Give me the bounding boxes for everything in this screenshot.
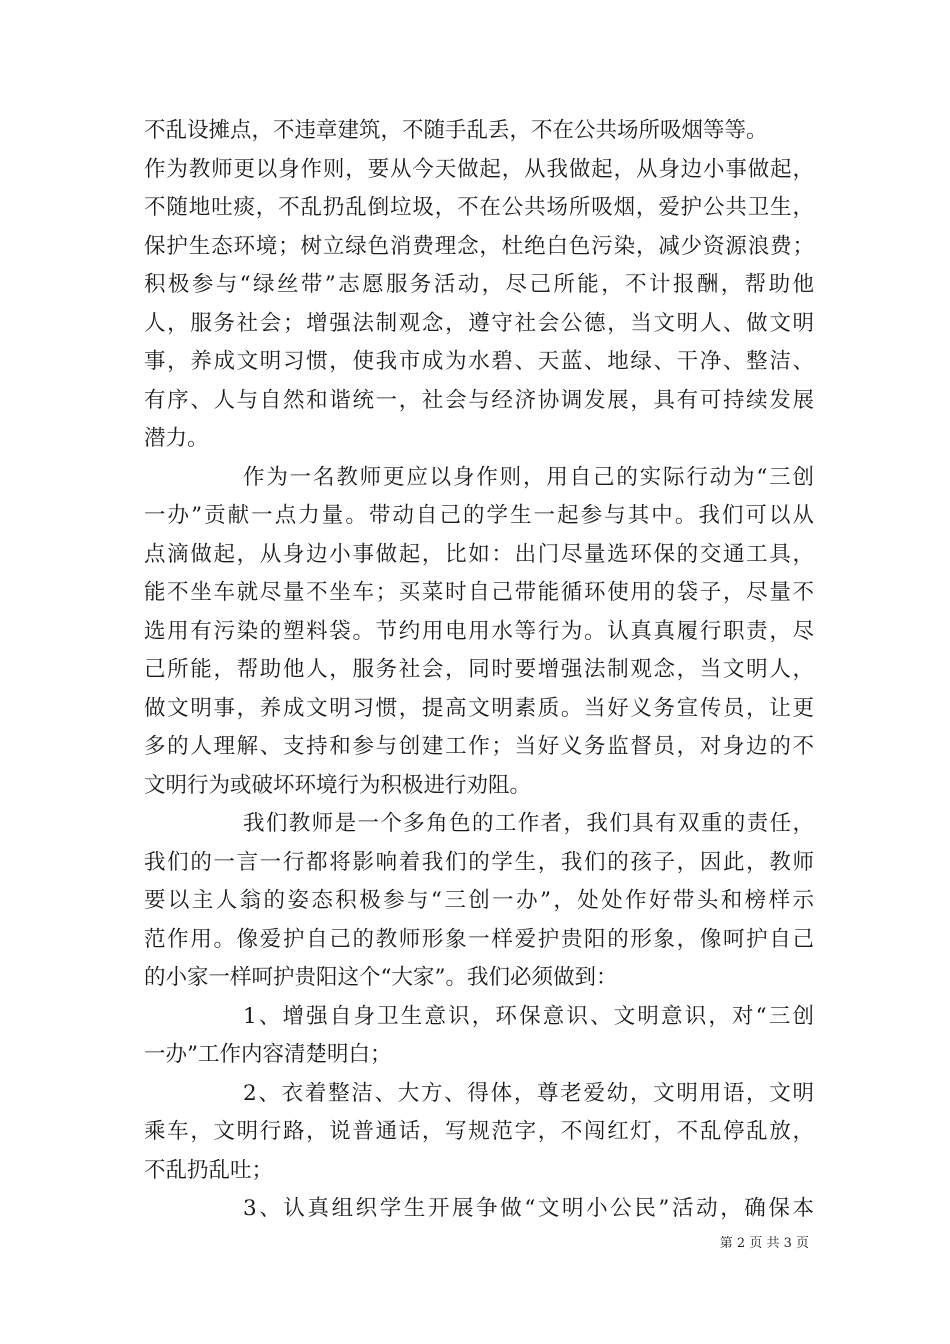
text-line: 不乱设摊点，不违章建筑，不随手乱丢，不在公共场所吸烟等等。 [144,118,768,143]
text-line: 有序、人与自然和谐统一，社会与经济协调发展，具有可持续发展 [144,387,814,413]
text-line: 己所能，帮助他人，服务社会，同时要增强法制观念，当文明人， [144,657,814,682]
text-line: 范作用。像爱护自己的教师形象一样爱护贵阳的形象，像呵护自己 [144,926,814,952]
paragraph-first-line: 我们教师是一个多角色的工作者，我们具有双重的责任， [243,811,814,836]
text-line: 做文明事，养成文明习惯，提高文明素质。当好义务宣传员，让更 [144,695,814,721]
text-line: 潜力。 [144,426,209,451]
text-line: 不随地吐痰，不乱扔乱倒垃圾，不在公共场所吸烟，爱护公共卫生， [144,195,814,220]
text-line: 人，服务社会；增强法制观念，遵守社会公德，当文明人、做文明 [144,310,814,336]
text-line: 要以主人翁的姿态积极参与“三创一办”，处处作好带头和榜样示 [144,888,814,913]
body-text [144,112,814,1229]
paragraph-first-line: 3、认真组织学生开展争做“文明小公民”活动，确保本 [243,1196,814,1221]
text-line: 积极参与“绿丝带”志愿服务活动，尽己所能，不计报酬，帮助他 [144,272,814,297]
text-line: 能不坐车就尽量不坐车；买菜时自己带能循环使用的袋子，尽量不 [144,580,814,605]
paragraph-first-line: 2、衣着整洁、大方、得体，尊老爱幼，文明用语，文明 [243,1080,814,1106]
text-line: 点滴做起，从身边小事做起，比如：出门尽量选环保的交通工具， [144,541,814,567]
text-line: 不乱扔乱吐； [144,1157,274,1183]
text-line: 文明行为或破坏环境行为积极进行劝阻。 [144,772,532,798]
text-line: 一办”工作内容清楚明白； [144,1042,392,1067]
text-line: 一办”贡献一点力量。带动自己的学生一起参与其中。我们可以从 [144,503,814,528]
text-line: 作为教师更以身作则，要从今天做起，从我做起，从身边小事做起， [144,156,814,182]
paragraph-first-line: 1、增强自身卫生意识，环保意识、文明意识，对“三创 [243,1003,814,1029]
text-line: 保护生态环境；树立绿色消费理念，杜绝白色污染，减少资源浪费； [144,233,814,259]
text-line: 乘车，文明行路，说普通话，写规范字，不闯红灯，不乱停乱放， [144,1119,814,1144]
page-footer: 第 2 页 共 3 页 [719,1236,809,1251]
text-line: 选用有污染的塑料袋。节约用电用水等行为。认真真履行职责，尽 [144,618,814,644]
text-line: 多的人理解、支持和参与创建工作；当好义务监督员，对身边的不 [144,734,814,759]
paragraph-first-line: 作为一名教师更应以身作则，用自己的实际行动为“三创 [243,464,814,490]
text-line: 事，养成文明习惯，使我市成为水碧、天蓝、地绿、干净、整洁、 [144,349,814,374]
text-line: 的小家一样呵护贵阳这个“大家”。我们必须做到： [144,965,618,990]
text-line: 我们的一言一行都将影响着我们的学生，我们的孩子，因此，教师 [144,849,814,875]
